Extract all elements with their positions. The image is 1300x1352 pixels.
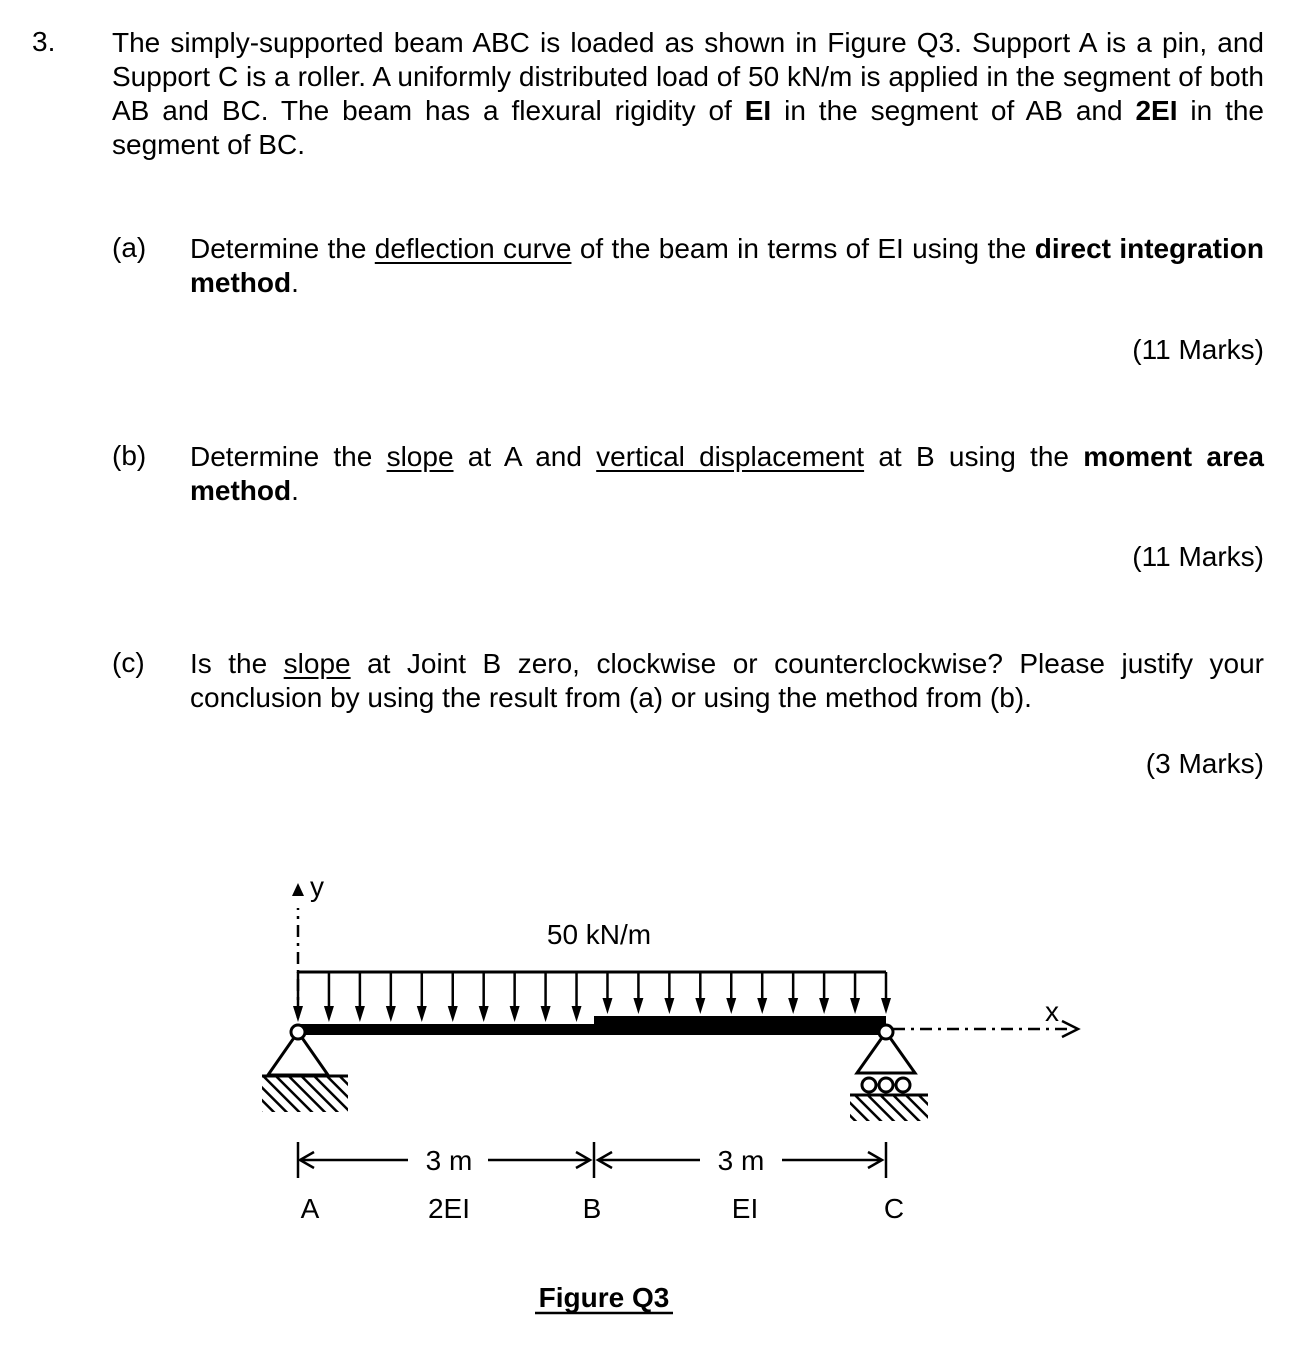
part-b-u2: vertical displacement — [596, 441, 865, 472]
load-arrow-head — [448, 1006, 458, 1022]
load-arrow-head — [695, 998, 705, 1014]
part-c-t1: Is the — [190, 648, 284, 679]
load-arrow-head — [633, 998, 643, 1014]
part-b-t4: . — [291, 475, 299, 506]
part-a-t3: . — [291, 267, 299, 298]
load-arrow-head — [850, 998, 860, 1014]
question-text-2ei: 2EI — [1135, 95, 1178, 126]
part-a-label: (a) — [112, 232, 147, 263]
part-a-marks: (11 Marks) — [1132, 334, 1264, 365]
y-axis-label: y — [310, 871, 324, 902]
dim-bc-label: 3 m — [717, 1145, 765, 1176]
part-a-t2: of the beam in terms of EI using the — [571, 233, 1035, 264]
load-arrows — [293, 972, 891, 1022]
dim-ab-label: 3 m — [425, 1145, 473, 1176]
part-b-t1: Determine the — [190, 441, 387, 472]
question-text-ei: EI — [744, 95, 772, 126]
rigidity-ab-label: 2EI — [427, 1193, 471, 1224]
part-c-u1: slope — [283, 648, 351, 679]
dimension-bc — [594, 1142, 886, 1178]
part-b-marks: (11 Marks) — [1132, 541, 1264, 572]
part-b-t2: at A and — [453, 441, 597, 472]
point-b-label: B — [582, 1193, 602, 1224]
beam-segment-bc — [594, 1016, 886, 1035]
load-arrow-head — [788, 998, 798, 1014]
question-number: 3. — [32, 26, 56, 57]
part-c-label: (c) — [112, 647, 145, 678]
load-arrow-head — [324, 1006, 334, 1022]
load-arrow-head — [293, 1006, 303, 1022]
load-arrow-head — [386, 1006, 396, 1022]
distributed-load — [293, 919, 891, 1022]
question-text-3: in the segment of AB and — [771, 95, 1136, 126]
part-a-b1: direct integration method — [190, 233, 1264, 298]
rigidity-bc-label: EI — [731, 1193, 759, 1224]
part-a-t1: Determine the — [190, 233, 375, 264]
point-c-label: C — [883, 1193, 905, 1224]
question-text-1: The simply-supported beam ABC is loaded as shown in Figure Q3. Support A is a pin, and Support C is a roller. A uniformly distributed load of 50 kN/m is applied in the segment of both AB and BC. The beam has a flexural rigidity of — [112, 27, 1264, 126]
load-arrow-head — [479, 1006, 489, 1022]
part-b-t3: at B using the — [864, 441, 1084, 472]
load-arrow-head — [757, 998, 767, 1014]
x-axis — [893, 996, 1078, 1037]
beam — [298, 1016, 886, 1035]
load-arrow-head — [726, 998, 736, 1014]
load-arrow-head — [417, 1006, 427, 1022]
dimension-ab — [298, 1142, 590, 1178]
beam-segment-ab — [298, 1024, 594, 1035]
load-arrow-head — [881, 998, 891, 1014]
load-arrow-head — [602, 998, 612, 1014]
load-arrow-head — [510, 1006, 520, 1022]
part-b-u1: slope — [386, 441, 454, 472]
load-arrow-head — [572, 1006, 582, 1022]
load-arrow-head — [819, 998, 829, 1014]
roller-support-c — [850, 1025, 928, 1121]
question-text-5: in the segment of BC. — [112, 95, 1265, 160]
load-arrow-head — [355, 1006, 365, 1022]
load-label: 50 kN/m — [546, 919, 652, 950]
x-axis-label: x — [1045, 996, 1059, 1027]
figure-caption: Figure Q3 — [538, 1282, 670, 1313]
load-arrow-head — [664, 998, 674, 1014]
part-b-label: (b) — [112, 440, 147, 471]
part-b-b1: moment area method — [190, 441, 1264, 506]
part-c-t2: at Joint B zero, clockwise or counterclockwise? Please justify your conclusion by using the result from (a) or using the method from (b). — [190, 648, 1264, 713]
point-a-label: A — [300, 1193, 320, 1224]
part-c-marks: (3 Marks) — [1145, 748, 1264, 779]
load-arrow-head — [541, 1006, 551, 1022]
pin-support-a — [262, 1025, 348, 1112]
part-a-u1: deflection curve — [374, 233, 572, 264]
